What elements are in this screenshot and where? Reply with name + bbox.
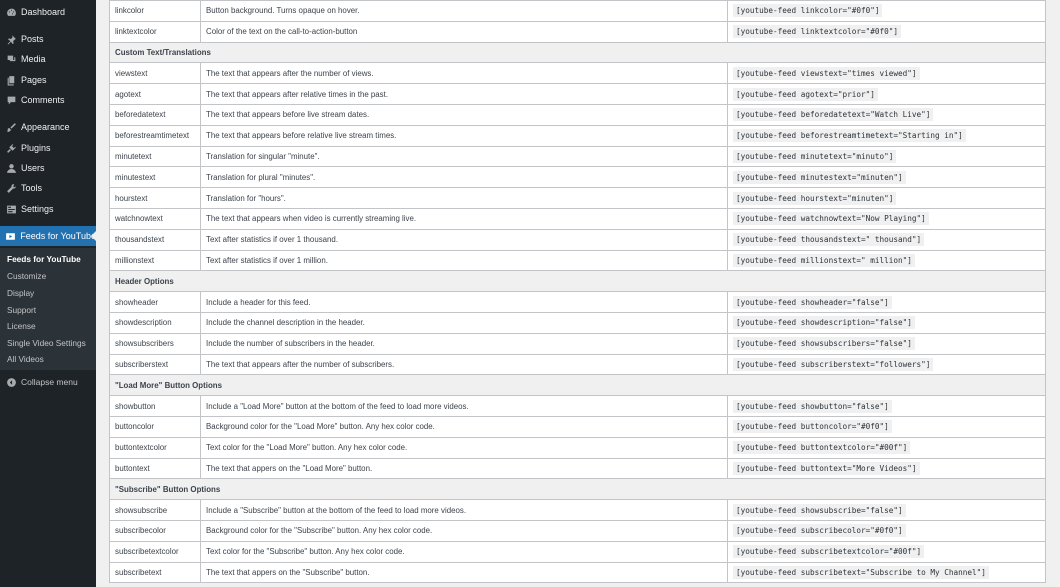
option-name-cell: subscribecolor <box>110 520 201 541</box>
shortcode-example-cell <box>728 208 1046 229</box>
shortcode-example[interactable]: [youtube-feed agotext="prior"] <box>733 88 878 101</box>
option-description-cell: Translation for plural "minutes". <box>201 167 728 188</box>
option-name-cell: buttontext <box>110 458 201 479</box>
table-row <box>110 562 1046 583</box>
brush-icon <box>5 121 17 133</box>
shortcode-example[interactable]: [youtube-feed thousandstext=" thousand"] <box>733 233 924 246</box>
option-description-cell: Translation for singular "minute". <box>201 146 728 167</box>
section-header-row <box>110 479 1046 500</box>
shortcode-example-cell <box>728 229 1046 250</box>
table-row <box>110 500 1046 521</box>
table-row <box>110 146 1046 167</box>
submenu-item-display[interactable]: Display <box>7 288 35 298</box>
shortcode-example-cell <box>728 458 1046 479</box>
shortcode-example[interactable]: [youtube-feed showbutton="false"] <box>733 400 892 413</box>
table-row <box>110 541 1046 562</box>
menu-item-comments[interactable] <box>0 90 96 110</box>
plugin-icon <box>5 142 17 154</box>
shortcode-options-table-wrapper <box>109 0 1045 583</box>
option-description-cell: The text that appers on the "Load More" button. <box>201 458 728 479</box>
table-row <box>110 229 1046 250</box>
shortcode-example[interactable]: [youtube-feed beforedatetext="Watch Live"] <box>733 108 933 121</box>
option-name-cell: minutetext <box>110 146 201 167</box>
shortcode-example[interactable]: [youtube-feed hourstext="minuten"] <box>733 192 896 205</box>
menu-item-settings[interactable] <box>0 199 96 219</box>
option-name-cell: viewstext <box>110 63 201 84</box>
shortcode-options-table <box>109 0 1046 583</box>
table-row <box>110 104 1046 125</box>
table-row <box>110 458 1046 479</box>
youtube-icon <box>5 230 16 242</box>
option-name-cell: subscriberstext <box>110 354 201 375</box>
option-name-cell: buttontextcolor <box>110 437 201 458</box>
shortcode-example-cell <box>728 333 1046 354</box>
option-description-cell: Color of the text on the call-to-action-button <box>201 21 728 42</box>
shortcode-example-cell <box>728 21 1046 42</box>
menu-item-dashboard[interactable] <box>0 2 96 22</box>
table-row <box>110 437 1046 458</box>
menu-item-users[interactable] <box>0 158 96 178</box>
section-title: Header Options <box>110 271 1046 292</box>
shortcode-example[interactable]: [youtube-feed buttontextcolor="#00f"] <box>733 441 910 454</box>
submenu-item-single-video-settings[interactable]: Single Video Settings <box>7 338 86 348</box>
table-row <box>110 188 1046 209</box>
shortcode-example-cell <box>728 125 1046 146</box>
option-name-cell: thousandstext <box>110 229 201 250</box>
menu-label: Users <box>21 163 45 173</box>
menu-label: Pages <box>21 75 47 85</box>
table-row <box>110 250 1046 271</box>
option-description-cell: Text color for the "Subscribe" button. Any hex color code. <box>201 541 728 562</box>
option-description-cell: The text that appers on the "Subscribe" button. <box>201 562 728 583</box>
shortcode-example-cell <box>728 354 1046 375</box>
shortcode-example[interactable]: [youtube-feed watchnowtext="Now Playing"] <box>733 212 929 225</box>
pin-icon <box>5 33 17 45</box>
option-name-cell: hourstext <box>110 188 201 209</box>
table-row <box>110 312 1046 333</box>
submenu-item-support[interactable]: Support <box>7 305 37 315</box>
option-description-cell: Background color for the "Load More" button. Any hex color code. <box>201 416 728 437</box>
table-row <box>110 63 1046 84</box>
section-header-row <box>110 271 1046 292</box>
shortcode-example[interactable]: [youtube-feed millionstext=" million"] <box>733 254 915 267</box>
option-description-cell: Include the number of subscribers in the header. <box>201 333 728 354</box>
shortcode-example-cell <box>728 250 1046 271</box>
shortcode-example[interactable]: [youtube-feed showsubscribers="false"] <box>733 337 915 350</box>
option-name-cell: watchnowtext <box>110 208 201 229</box>
media-icon <box>5 53 17 65</box>
feeds-submenu <box>0 248 96 370</box>
pages-icon <box>5 74 17 86</box>
option-description-cell: Text after statistics if over 1 million. <box>201 250 728 271</box>
shortcode-example[interactable]: [youtube-feed buttontext="More Videos"] <box>733 462 920 475</box>
user-icon <box>5 162 17 174</box>
menu-item-tools[interactable] <box>0 178 96 198</box>
menu-label: Plugins <box>21 143 51 153</box>
menu-item-appearance[interactable] <box>0 117 96 137</box>
menu-item-feeds-for-youtube[interactable] <box>0 226 96 246</box>
table-row <box>110 292 1046 313</box>
shortcode-example[interactable]: [youtube-feed beforestreamtimetext="Starting in"] <box>733 129 966 142</box>
submenu-item-license[interactable]: License <box>7 321 36 331</box>
option-description-cell: The text that appears before live stream dates. <box>201 104 728 125</box>
shortcode-example[interactable]: [youtube-feed linkcolor="#0f0"] <box>733 4 882 17</box>
shortcode-example[interactable]: [youtube-feed buttoncolor="#0f0"] <box>733 420 892 433</box>
option-name-cell: linkcolor <box>110 1 201 22</box>
option-name-cell: showbutton <box>110 396 201 417</box>
submenu-item-feeds-for-youtube[interactable]: Feeds for YouTube <box>7 254 81 264</box>
table-row <box>110 354 1046 375</box>
collapse-menu-button[interactable] <box>0 372 96 392</box>
section-title: "Load More" Button Options <box>110 375 1046 396</box>
menu-item-plugins[interactable] <box>0 138 96 158</box>
option-description-cell: Include a "Load More" button at the bottom of the feed to load more videos. <box>201 396 728 417</box>
shortcode-example-cell <box>728 63 1046 84</box>
table-row <box>110 84 1046 105</box>
shortcode-example[interactable]: [youtube-feed subscribecolor="#0f0"] <box>733 524 906 537</box>
option-description-cell: Background color for the "Subscribe" button. Any hex color code. <box>201 520 728 541</box>
section-header-row <box>110 375 1046 396</box>
collapse-arrow-icon <box>5 376 17 388</box>
shortcode-example-cell <box>728 396 1046 417</box>
menu-item-posts[interactable] <box>0 29 96 49</box>
shortcode-example[interactable]: [youtube-feed linktextcolor="#0f0"] <box>733 25 901 38</box>
option-name-cell: millionstext <box>110 250 201 271</box>
option-description-cell: Include a header for this feed. <box>201 292 728 313</box>
menu-item-media[interactable] <box>0 49 96 69</box>
shortcode-example[interactable]: [youtube-feed viewstext="times viewed"] <box>733 67 920 80</box>
submenu-item-customize[interactable]: Customize <box>7 271 47 281</box>
shortcode-example-cell <box>728 292 1046 313</box>
settings-icon <box>5 203 17 215</box>
option-description-cell: The text that appears after the number of views. <box>201 63 728 84</box>
option-description-cell: Text color for the "Load More" button. Any hex color code. <box>201 437 728 458</box>
menu-label: Settings <box>21 204 54 214</box>
option-name-cell: linktextcolor <box>110 21 201 42</box>
option-description-cell: The text that appears before relative live stream times. <box>201 125 728 146</box>
shortcode-example[interactable]: [youtube-feed minutestext="minuten"] <box>733 171 906 184</box>
menu-label: Dashboard <box>21 7 66 17</box>
option-name-cell: minutestext <box>110 167 201 188</box>
menu-label: Posts <box>21 34 44 44</box>
option-name-cell: showsubscribers <box>110 333 201 354</box>
shortcode-example-cell <box>728 500 1046 521</box>
current-menu-arrow <box>91 231 96 241</box>
menu-label: Feeds for YouTube <box>20 231 96 241</box>
table-row <box>110 396 1046 417</box>
table-row <box>110 125 1046 146</box>
table-row <box>110 416 1046 437</box>
option-name-cell: showsubscribe <box>110 500 201 521</box>
shortcode-example[interactable]: [youtube-feed showsubscribe="false"] <box>733 504 906 517</box>
menu-item-pages[interactable] <box>0 70 96 90</box>
option-description-cell: The text that appears when video is currently streaming live. <box>201 208 728 229</box>
option-description-cell: Text after statistics if over 1 thousand. <box>201 229 728 250</box>
menu-label: Tools <box>21 183 43 193</box>
shortcode-example-cell <box>728 84 1046 105</box>
table-row <box>110 520 1046 541</box>
table-row <box>110 333 1046 354</box>
shortcode-example-cell <box>728 167 1046 188</box>
shortcode-example-cell <box>728 562 1046 583</box>
option-description-cell: Translation for "hours". <box>201 188 728 209</box>
shortcode-example[interactable]: [youtube-feed subscribetext="Subscribe to My Channel"] <box>733 566 989 579</box>
dashboard-icon <box>5 6 17 18</box>
option-name-cell: showheader <box>110 292 201 313</box>
option-name-cell: subscribetext <box>110 562 201 583</box>
shortcode-example-cell <box>728 104 1046 125</box>
shortcode-example[interactable]: [youtube-feed showheader="false"] <box>733 296 892 309</box>
submenu-item-all-videos[interactable]: All Videos <box>7 354 44 364</box>
section-title: "Subscribe" Button Options <box>110 479 1046 500</box>
section-header-row <box>110 42 1046 63</box>
table-row <box>110 21 1046 42</box>
shortcode-example[interactable]: [youtube-feed showdescription="false"] <box>733 316 915 329</box>
option-description-cell: The text that appears after the number of subscribers. <box>201 354 728 375</box>
option-description-cell: The text that appears after relative times in the past. <box>201 84 728 105</box>
shortcode-example-cell <box>728 437 1046 458</box>
shortcode-example[interactable]: [youtube-feed subscribetextcolor="#00f"] <box>733 545 924 558</box>
option-description-cell: Include a "Subscribe" button at the bottom of the feed to load more videos. <box>201 500 728 521</box>
shortcode-example-cell <box>728 1 1046 22</box>
shortcode-example-cell <box>728 541 1046 562</box>
collapse-menu-label: Collapse menu <box>21 377 78 387</box>
option-name-cell: buttoncolor <box>110 416 201 437</box>
shortcode-example-cell <box>728 146 1046 167</box>
option-name-cell: showdescription <box>110 312 201 333</box>
table-row <box>110 208 1046 229</box>
shortcode-example-cell <box>728 416 1046 437</box>
shortcode-example-cell <box>728 312 1046 333</box>
option-description-cell: Include the channel description in the header. <box>201 312 728 333</box>
shortcode-example-cell <box>728 520 1046 541</box>
section-title: Custom Text/Translations <box>110 42 1046 63</box>
admin-sidebar <box>0 0 96 587</box>
table-row <box>110 167 1046 188</box>
option-name-cell: beforestreamtimetext <box>110 125 201 146</box>
shortcode-example-cell <box>728 188 1046 209</box>
shortcode-example[interactable]: [youtube-feed subscriberstext="followers"] <box>733 358 933 371</box>
comment-icon <box>5 94 17 106</box>
option-name-cell: agotext <box>110 84 201 105</box>
option-description-cell: Button background. Turns opaque on hover. <box>201 1 728 22</box>
option-name-cell: beforedatetext <box>110 104 201 125</box>
menu-label: Comments <box>21 95 65 105</box>
wrench-icon <box>5 182 17 194</box>
shortcode-example[interactable]: [youtube-feed minutetext="minuto"] <box>733 150 896 163</box>
menu-label: Media <box>21 54 46 64</box>
menu-label: Appearance <box>21 122 70 132</box>
option-name-cell: subscribetextcolor <box>110 541 201 562</box>
table-row <box>110 1 1046 22</box>
